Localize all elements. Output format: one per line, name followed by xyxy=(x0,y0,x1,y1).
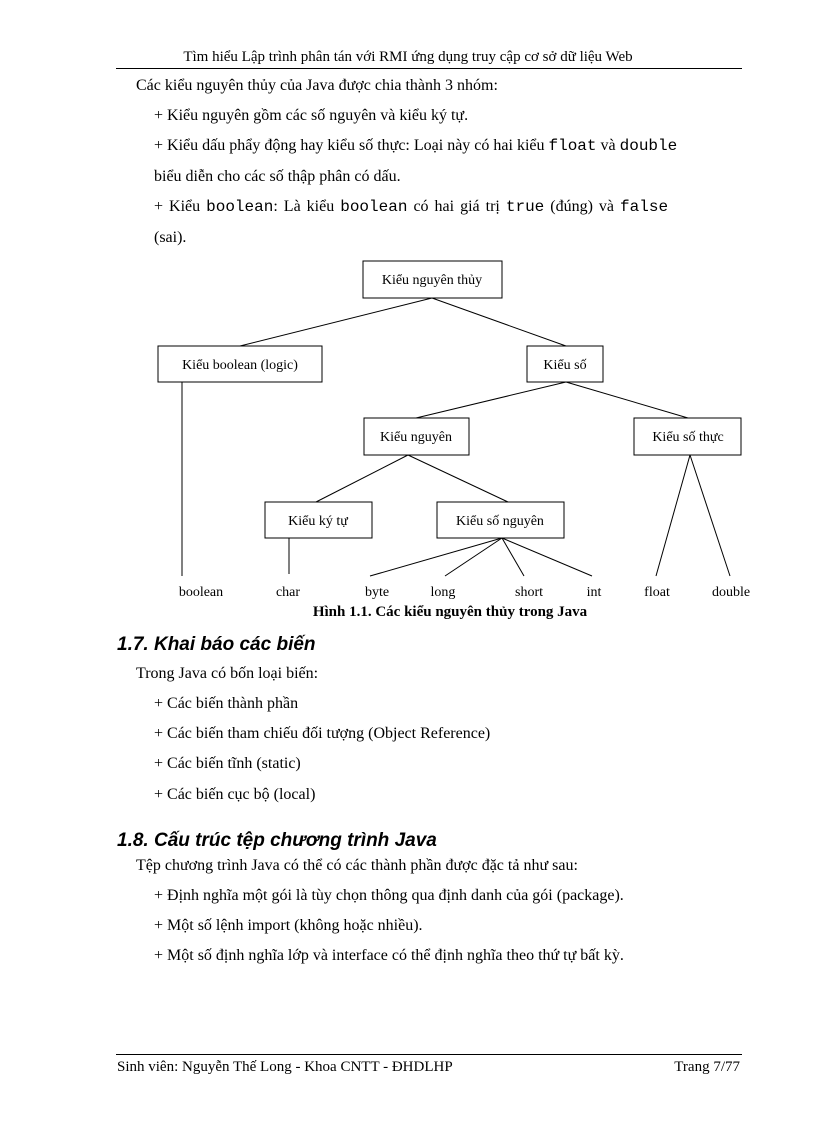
section17-item: + Các biến tham chiếu đối tượng (Object Reference) xyxy=(154,725,491,742)
intro-item-float-line2: biểu diễn cho các số thập phân có dấu. xyxy=(154,168,401,185)
edge-number-real xyxy=(566,382,688,418)
leaf-short: short xyxy=(515,585,543,600)
edge-number-integer xyxy=(416,382,566,418)
leaf-char: char xyxy=(275,585,301,600)
real-node-label: Kiểu số thực xyxy=(652,430,724,445)
edge-intnum-short xyxy=(502,538,524,576)
intro-item-boolean-prefix: + Kiểu xyxy=(154,198,201,215)
code-true: true xyxy=(505,198,545,216)
section18-item: + Một số lệnh import (không hoặc nhiều). xyxy=(154,917,423,934)
edge-intnum-int xyxy=(502,538,592,576)
section18-item: + Một số định nghĩa lớp và interface có thể định nghĩa theo thứ tự bất kỳ. xyxy=(154,947,624,964)
footer-page-number: Trang 7/77 xyxy=(674,1059,740,1075)
intnum-node-label: Kiểu số nguyên xyxy=(456,514,544,529)
edge-integer-intnum xyxy=(408,455,508,502)
leaf-double: double xyxy=(711,585,751,600)
leaf-float: float xyxy=(644,585,670,600)
code-boolean-2: boolean xyxy=(340,198,408,216)
intro-item-boolean-mid3: (đúng) và xyxy=(550,198,615,215)
edge-root-boolean xyxy=(240,298,432,346)
section17-lead: Trong Java có bốn loại biến: xyxy=(136,665,319,682)
leaf-int: int xyxy=(586,585,602,600)
edge-real-double xyxy=(690,455,730,576)
section18-item: + Định nghĩa một gói là tùy chọn thông qua định danh của gói (package). xyxy=(154,887,624,904)
root-node-label: Kiểu nguyên thủy xyxy=(381,273,483,288)
leaf-long: long xyxy=(430,585,456,600)
number-node-label: Kiểu số xyxy=(543,358,587,373)
intro-lead: Các kiểu nguyên thủy của Java được chia thành 3 nhóm: xyxy=(136,77,498,94)
boolean-node-label: Kiểu boolean (logic) xyxy=(182,358,298,373)
section-heading-1-7: 1.7. Khai báo các biến xyxy=(117,634,316,655)
footer-student: Sinh viên: Nguyễn Thế Long - Khoa CNTT - ĐHDLHP xyxy=(117,1059,453,1075)
edge-real-float xyxy=(656,455,690,576)
footer-rule xyxy=(116,1054,742,1055)
edge-intnum-byte xyxy=(370,538,502,576)
section17-item: + Các biến cục bộ (local) xyxy=(154,786,316,803)
figure-caption: Hình 1.1. Các kiểu nguyên thủy trong Java xyxy=(312,604,588,620)
intro-item-boolean-mid2: có hai giá trị xyxy=(413,198,500,215)
code-float: float xyxy=(548,137,597,155)
char-node-label: Kiểu ký tự xyxy=(288,514,348,529)
intro-item-boolean-mid: : Là kiểu xyxy=(273,198,335,215)
section18-lead: Tệp chương trình Java có thể có các thành phần được đặc tả như sau: xyxy=(136,857,578,874)
integer-node-label: Kiểu nguyên xyxy=(380,430,452,445)
section17-item: + Các biến thành phần xyxy=(154,695,299,712)
page-header-title: Tìm hiểu Lập trình phân tán với RMI ứng dụng truy cập cơ sở dữ liệu Web xyxy=(183,49,633,65)
section17-item: + Các biến tĩnh (static) xyxy=(154,755,301,772)
intro-item-float-and: và xyxy=(600,137,616,154)
code-double: double xyxy=(619,137,678,155)
code-false: false xyxy=(620,198,669,216)
section-heading-1-8: 1.8. Cấu trúc tệp chương trình Java xyxy=(117,830,437,851)
code-boolean-1: boolean xyxy=(206,198,274,216)
edge-root-number xyxy=(432,298,566,346)
leaf-boolean: boolean xyxy=(178,585,224,600)
intro-item-integer: + Kiểu nguyên gồm các số nguyên và kiểu ký tự. xyxy=(154,107,469,124)
leaf-byte: byte xyxy=(364,585,390,600)
edge-integer-char xyxy=(316,455,408,502)
intro-item-float-text: + Kiểu dấu phẩy động hay kiểu số thực: Loại này có hai kiểu xyxy=(154,137,545,154)
edge-intnum-long xyxy=(445,538,502,576)
intro-item-boolean-line2: (sai). xyxy=(154,229,187,246)
